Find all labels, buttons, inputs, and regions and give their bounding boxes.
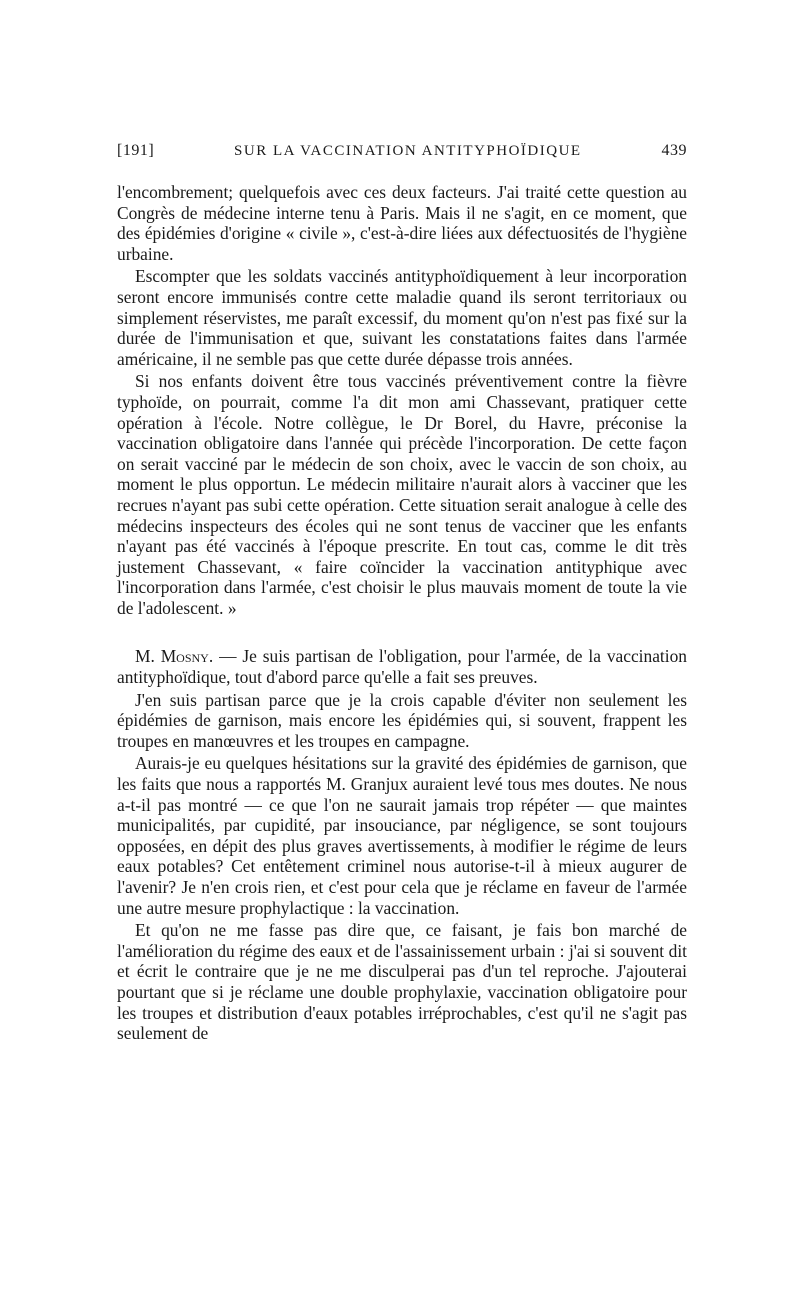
paragraph-6: Aurais-je eu quelques hésitations sur la gravité des épidémies de garnison, que les faits que nous a rapportés M. Granjux auraient levé tous mes doutes. Ne nous a-t-il pas montré — ce que l'on ne saurait jamais trop répéter — que maintes municipalités, par cupidité, par insouciance, par négligence, se sont toujours opposées, en dépit des plus graves avertissements, à modifier le régime de leurs eaux potables? Cet entêtement criminel nous autorise-t-il à mieux augurer de l'avenir? Je n'en crois rien, et c'est pour cela que je réclame en faveur de l'armée une autre mesure prophylactique : la vaccination. xyxy=(117,753,687,918)
speaker-name: M. Mosny. xyxy=(135,646,214,667)
running-head xyxy=(117,142,687,168)
paragraph-4-text: — Je suis partisan de l'obligation, pour l'armée, de la vaccination antityphoïdique, tout d'abord parce qu'elle a fait ses preuves. xyxy=(117,646,687,688)
paragraph-4 xyxy=(117,646,687,687)
book-page xyxy=(117,142,687,1046)
paragraph-5: J'en suis partisan parce que je la crois capable d'éviter non seulement les épidémies de garnison, mais encore les épidémies qui, si souvent, frappent les troupes en manœuvres et les troupes en campagne. xyxy=(117,689,687,751)
section-reference: [191] xyxy=(117,142,155,159)
running-title: SUR LA VACCINATION ANTITYPHOÏDIQUE xyxy=(234,143,582,159)
paragraph-2: Escompter que les soldats vaccinés antityphoïdiquement à leur incorporation seront encore immunisés contre cette maladie quand ils seront territoriaux ou simplement réservistes, me paraît excessif, du moment qu'on n'est pas fixé sur la durée de l'immunisation et que, suivant les constatations faites dans l'armée américaine, il ne semble pas que cette durée dépasse trois années. xyxy=(117,266,687,369)
paragraph-1: l'encombrement; quelquefois avec ces deux facteurs. J'ai traité cette question au Congrès de médecine interne tenu à Paris. Mais il ne s'agit, en ce moment, que des épidémies d'origine « civile », c'est-à-dire liées aux défectuosités de l'hygiène urbaine. xyxy=(117,182,687,264)
paragraph-7: Et qu'on ne me fasse pas dire que, ce faisant, je fais bon marché de l'amélioration du régime des eaux et de l'assainissement urbain : j'ai si souvent dit et écrit le contraire que je ne me disculperai pas d'un tel reproche. J'ajouterai pourtant que si je réclame une double prophylaxie, vaccination obligatoire pour les troupes et distribution d'eaux potables irréprochables, c'est qu'il ne s'agit pas seulement de xyxy=(117,920,687,1044)
page-number: 439 xyxy=(661,142,687,159)
paragraph-3: Si nos enfants doivent être tous vaccinés préventivement contre la fièvre typhoïde, on pourrait, comme l'a dit mon ami Chassevant, pratiquer cette opération à l'école. Notre collègue, le Dr Borel, du Havre, préconise la vaccination obligatoire dans l'année qui précède l'incorporation. De cette façon on serait vacciné par le médecin de son choix, avec le vaccin de son choix, au moment le plus opportun. Le médecin militaire n'aurait alors à vacciner que les recrues n'ayant pas subi cette opération. Cette situation serait analogue à celle des médecins inspecteurs des écoles qui ne sont tenus de vacciner que les enfants n'ayant pas été vaccinés à l'époque prescrite. En tout cas, comme le dit très justement Chassevant, « faire coïncider la vaccination antityphique avec l'incorporation dans l'armée, c'est choisir le plus mauvais moment de toute la vie de l'adolescent. » xyxy=(117,371,687,618)
